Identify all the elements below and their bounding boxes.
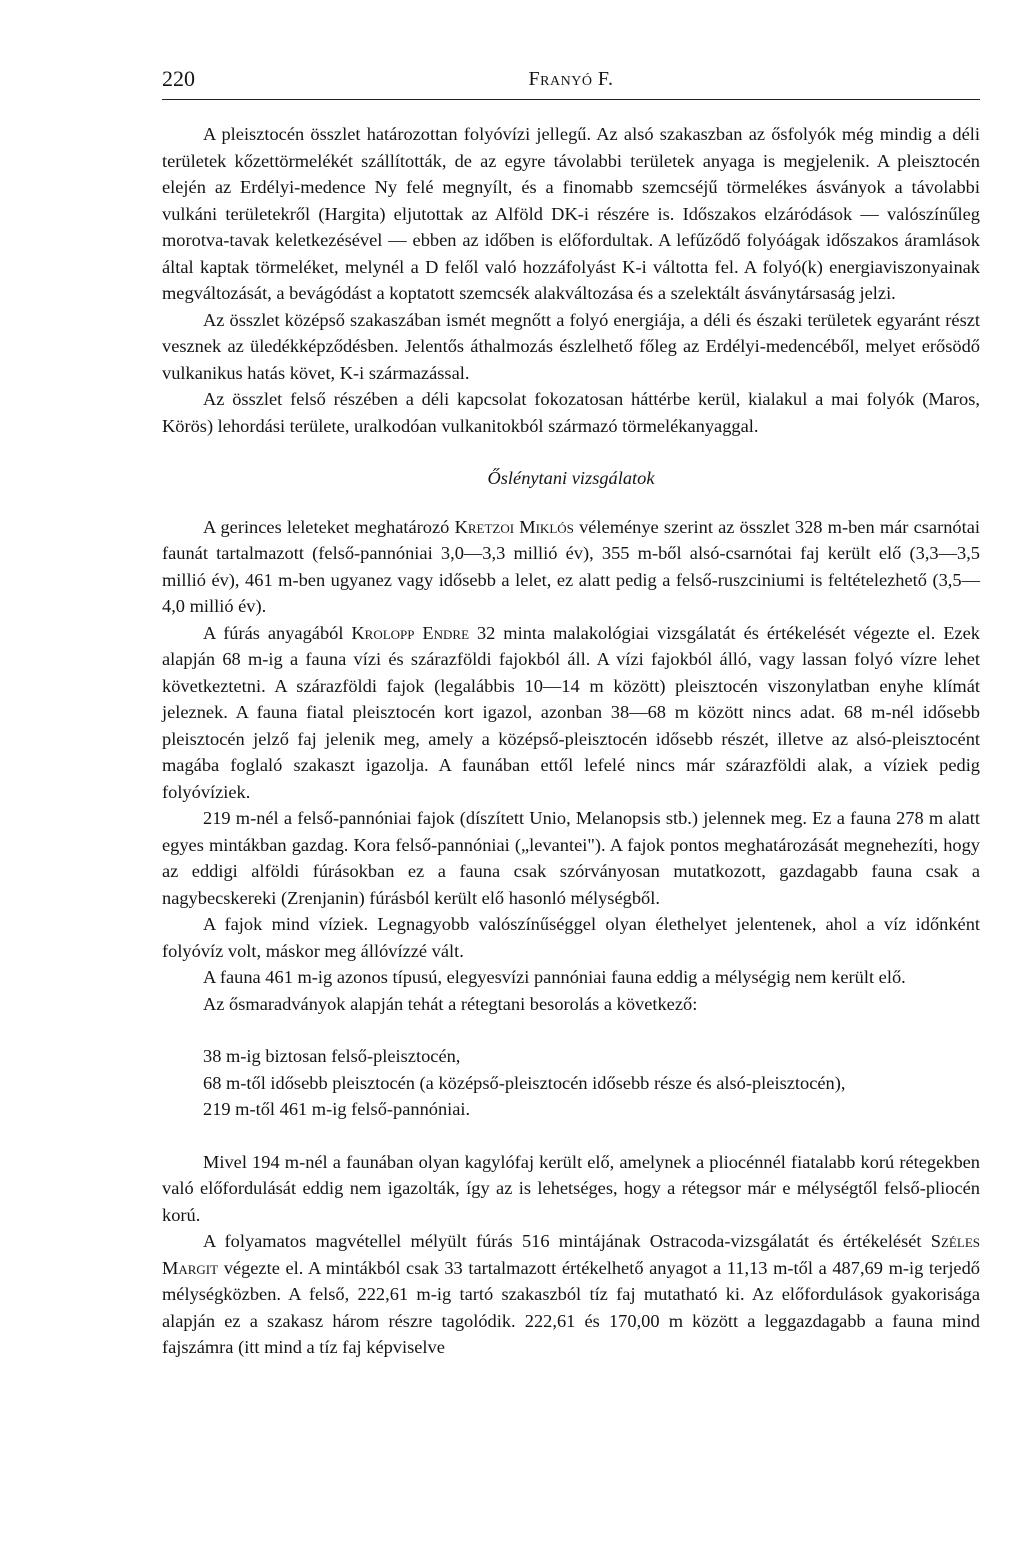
paragraph-3: Az összlet felső részében a déli kapcsolat fokozatosan háttérbe kerül, kialakul a mai folyók (Maros, Körös) lehordási területe, uralkodóan vulkanitokból származó törmelékanyaggal. [162,389,980,436]
stratigraphy-item: 219 m-től 461 m-ig felső-pannóniai. [203,1099,471,1119]
page-header [162,66,980,96]
stratigraphy-list [203,1043,980,1123]
paragraph-4-text-a: A gerinces leleteket meghatározó [203,516,455,537]
section-title: Őslénytani vizsgálatok [487,468,655,488]
author-name-krolopp: Krolopp Endre [351,622,470,643]
body-text [162,121,980,1361]
paragraph-5-text-b: 32 minta malakológiai vizsgálatát és értékelését végezte el. Ezek alapján 68 m-ig a fauna vízi és szárazföldi fajokból áll. A vízi fajokból álló, vagy lassan folyó vízre lehet következtetni. A szárazföldi fajok (legalábbis 10—14 m között) pleisztocén viszonylatban enyhe klímát jeleznek. A fauna fiatal pleisztocén kort igazol, azonban 38—68 m között nincs adat. 68 m-nél idősebb pleisztocén jelző faj jelenik meg, amely a középső-pleisztocén idősebb részét, illetve az alsó-pleisztocént magába foglaló szakaszt igazolja. A faunában ettől lefelé nincs már szárazföldi alak, a víziek pedig folyóvíziek. [162,622,980,802]
paragraph-6: 219 m-nél a felső-pannóniai fajok (díszített Unio, Melanopsis stb.) jelennek meg. Ez a fauna 278 m alatt egyes mintákban gazdag. Kora felső-pannóniai („levantei"). A fajok pontos meghatározását megnehezíti, hogy az eddigi alföldi fúrásokban ez a fauna csak szórványosan mutatkozott, gazdagabb fauna csak a nagybecskereki (Zrenjanin) fúrásból került elő hasonló mélységből. [162,808,980,908]
paragraph-1: A pleisztocén összlet határozottan folyóvízi jellegű. Az alsó szakaszban az ősfolyók még mindig a déli területek kőzettörmelékét szállították, de az egyre távolabbi területek anyaga is megjelenik. A pleisztocén elején az Erdélyi-medence Ny felé megnyílt, és a finomabb szemcséjű törmelékes ásványok a távolabbi vulkáni területekről (Hargita) eljutottak az Alföld DK-i részére is. Időszakos elzáródások — valószínűleg morotva-tavak keletkezésével — ebben az időben is előfordultak. A lefűződő folyóágak időszakos áramlások által kaptak törmeléket, melynél a D felől való hozzáfolyást K-i váltotta fel. A folyó(k) energiaviszonyainak megváltozását, a bevágódást a koptatott szemcsék alakváltozása és a szelektált ásványtársaság jelzi. [162,124,980,303]
paragraph-9: Az ősmaradványok alapján tehát a rétegtani besorolás a következő: [203,993,698,1014]
paragraph-11-text-b: végezte el. A mintákból csak 33 tartalmazott értékelhető anyagot a 11,13 m-től a 487,69 m-ig terjedő mélységközben. A felső, 222,61 m-ig tartó szakaszból tíz faj mutatható ki. Az előfordulások gyakorisága alapján ez a szakasz három részre tagolódik. 222,61 és 170,00 m között a leggazdagabb a fauna mind fajszámra (itt mind a tíz faj képviselve [162,1257,980,1357]
paragraph-4-text-b: véleménye szerint az összlet 328 m-ben már csarnótai faunát tartalmazott (felső-pannóniai 3,0—3,3 millió év), 355 m-ből alsó-csarnótai faj került elő (3,3—3,5 millió év), 461 m-ben ugyanez vagy idősebb a lelet, ez alatt pedig a felső-ruszciniumi is feltételezhető (3,5—4,0 millió év). [162,516,980,616]
paragraph-11-text-a: A folyamatos magvétellel mélyült fúrás 516 mintájának Ostracoda-vizsgálatát és értékelését [203,1231,931,1251]
paragraph-10: Mivel 194 m-nél a faunában olyan kagylófaj került elő, amelynek a pliocénnél fiatalabb korú rétegekben való előfordulását eddig nem igazolták, így az is lehetséges, hogy a rétegsor már e mélységtől felső-pliocén korú. [162,1151,980,1225]
paragraph-5-text-a: A fúrás anyagából [203,622,352,643]
paragraph-11 [162,1228,980,1361]
paragraph-8: A fauna 461 m-ig azonos típusú, elegyesvízi pannóniai fauna eddig a mélységig nem került elő. [203,967,906,987]
paragraph-2: Az összlet középső szakaszában ismét megnőtt a folyó energiája, a déli és északi területek egyaránt részt vesznek az üledékképződésben. Jelentős áthalmozás észlelhető főleg az Erdélyi-medencéből, melyet erősödő vulkanikus hatás követ, K-i származással. [162,309,980,383]
paragraph-7: A fajok mind víziek. Legnagyobb valószínűséggel olyan élethelyet jelentenek, ahol a víz időnként folyóvíz volt, máskor meg állóvízzé vált. [162,914,980,961]
page-number: 220 [162,66,195,91]
header-rule [162,99,980,100]
paragraph-4 [162,514,980,620]
author-name-kretzoi: Kretzoi Miklós [454,516,574,537]
stratigraphy-item: 68 m-től idősebb pleisztocén (a középső-pleisztocén idősebb része és alsó-pleisztocén), [203,1072,846,1093]
running-head: Franyó F. [528,68,614,90]
paragraph-5 [162,620,980,806]
author-name-szeles: Széles Margit [162,1231,980,1278]
stratigraphy-item: 38 m-ig biztosan felső-pleisztocén, [203,1046,461,1066]
